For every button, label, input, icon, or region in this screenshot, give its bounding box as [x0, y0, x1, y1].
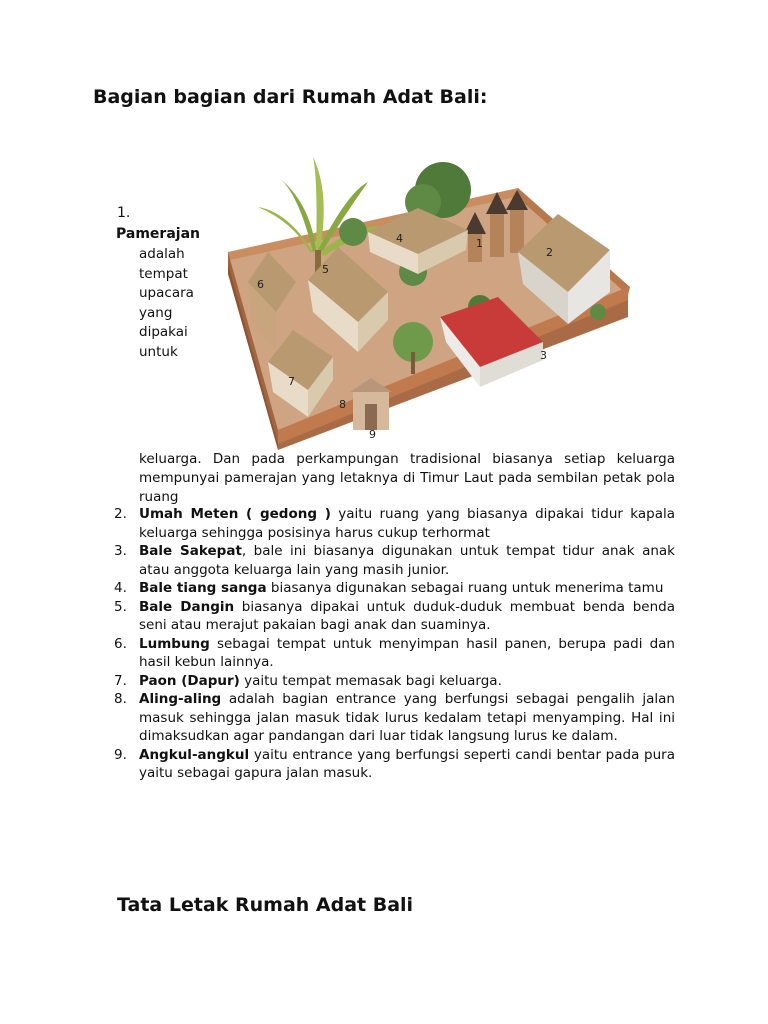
list-item [114, 635, 675, 672]
list-item-term: Angkul-angkul [139, 746, 250, 763]
list-item-term: Lumbung [139, 635, 210, 652]
list-item-number: 1. [117, 205, 131, 221]
list-item [114, 505, 675, 542]
illustration-label: 7 [288, 375, 295, 388]
illustration-label: 1 [476, 237, 483, 250]
list-item-number: 2. [114, 506, 127, 522]
illustration-label: 2 [546, 246, 553, 259]
illustration-label: 8 [339, 398, 346, 411]
list-item-term: Bale tiang sanga [139, 580, 267, 596]
list-item-text: adalah bagian entrance yang berfungsi sebagai pengalih jalan masuk sehingga jalan masuk tidak lurus kedalam tetapi menyamping. Hal ini dimaksudkan agar pandangan dari luar tidak langsung lurus ke dalam. [139, 691, 675, 744]
illustration-label: 4 [396, 232, 403, 245]
list-item-number: 8. [114, 691, 127, 707]
list-item-word: tempat [139, 265, 188, 282]
list-item-text: keluarga. Dan pada perkampungan tradisional biasanya setiap keluarga mempunyai pamerajan yang letaknya di Timur Laut pada sembilan petak pola ruang [139, 451, 675, 505]
list-item [114, 672, 675, 691]
page-title: Bagian bagian dari Rumah Adat Bali: [93, 86, 488, 108]
list-item [114, 542, 675, 579]
illustration-label: 5 [322, 263, 329, 276]
list-item-term: Bale Sakepat [139, 543, 242, 559]
list-item-number: 3. [114, 543, 127, 559]
list-item [114, 690, 675, 746]
section-title: Tata Letak Rumah Adat Bali [117, 894, 414, 916]
list-item-text: sebagai tempat untuk menyimpan hasil panen, berupa padi dan hasil kebun lainnya. [139, 635, 675, 670]
list-item-number: 9. [114, 746, 127, 763]
list-item-text: , bale ini biasanya digunakan untuk tempat tidur anak anak atau anggota keluarga lain yang masih junior. [139, 543, 676, 578]
list-item-word: yang [139, 304, 173, 321]
list-item-number: 6. [114, 635, 127, 652]
list-item-text: yaitu entrance yang berfungsi seperti candi bentar pada pura yaitu sebagai gapura jalan masuk. [139, 746, 675, 781]
list-item-text-column [139, 245, 194, 362]
house-parts-list [114, 505, 675, 783]
list-item-text: yaitu ruang yang biasanya dipakai tidur kapala keluarga sehingga posisinya harus cukup terhormat [139, 506, 676, 541]
illustration-label: 6 [257, 278, 264, 291]
illustration-label: 9 [369, 428, 376, 441]
list-item-word: untuk [139, 343, 178, 360]
list-item-term: Paon (Dapur) [139, 672, 240, 689]
list-item-term: Pamerajan [116, 226, 200, 242]
list-item-term: Aling-aling [139, 691, 222, 707]
list-item-word: upacara [139, 285, 194, 301]
list-item-word: dipakai [139, 324, 188, 340]
list-item-number: 4. [114, 580, 127, 596]
list-item-word: adalah [139, 246, 185, 262]
list-item-text: biasanya dipakai untuk duduk-duduk membuat benda benda seni atau merajut pakaian bagi anak dan suaminya. [139, 598, 675, 633]
list-item-number: 7. [114, 672, 127, 689]
list-item-term: Bale Dangin [139, 598, 235, 615]
bali-house-illustration [218, 152, 636, 450]
list-item-number: 5. [114, 598, 127, 615]
list-item [114, 598, 675, 635]
list-item [114, 746, 675, 783]
list-item [114, 579, 675, 598]
list-item-text: yaitu tempat memasak bagi keluarga. [239, 672, 502, 689]
illustration-label: 3 [540, 349, 547, 362]
list-item-text: biasanya digunakan sebagai ruang untuk menerima tamu [266, 580, 664, 596]
list-item-term: Umah Meten ( gedong ) [139, 506, 331, 522]
